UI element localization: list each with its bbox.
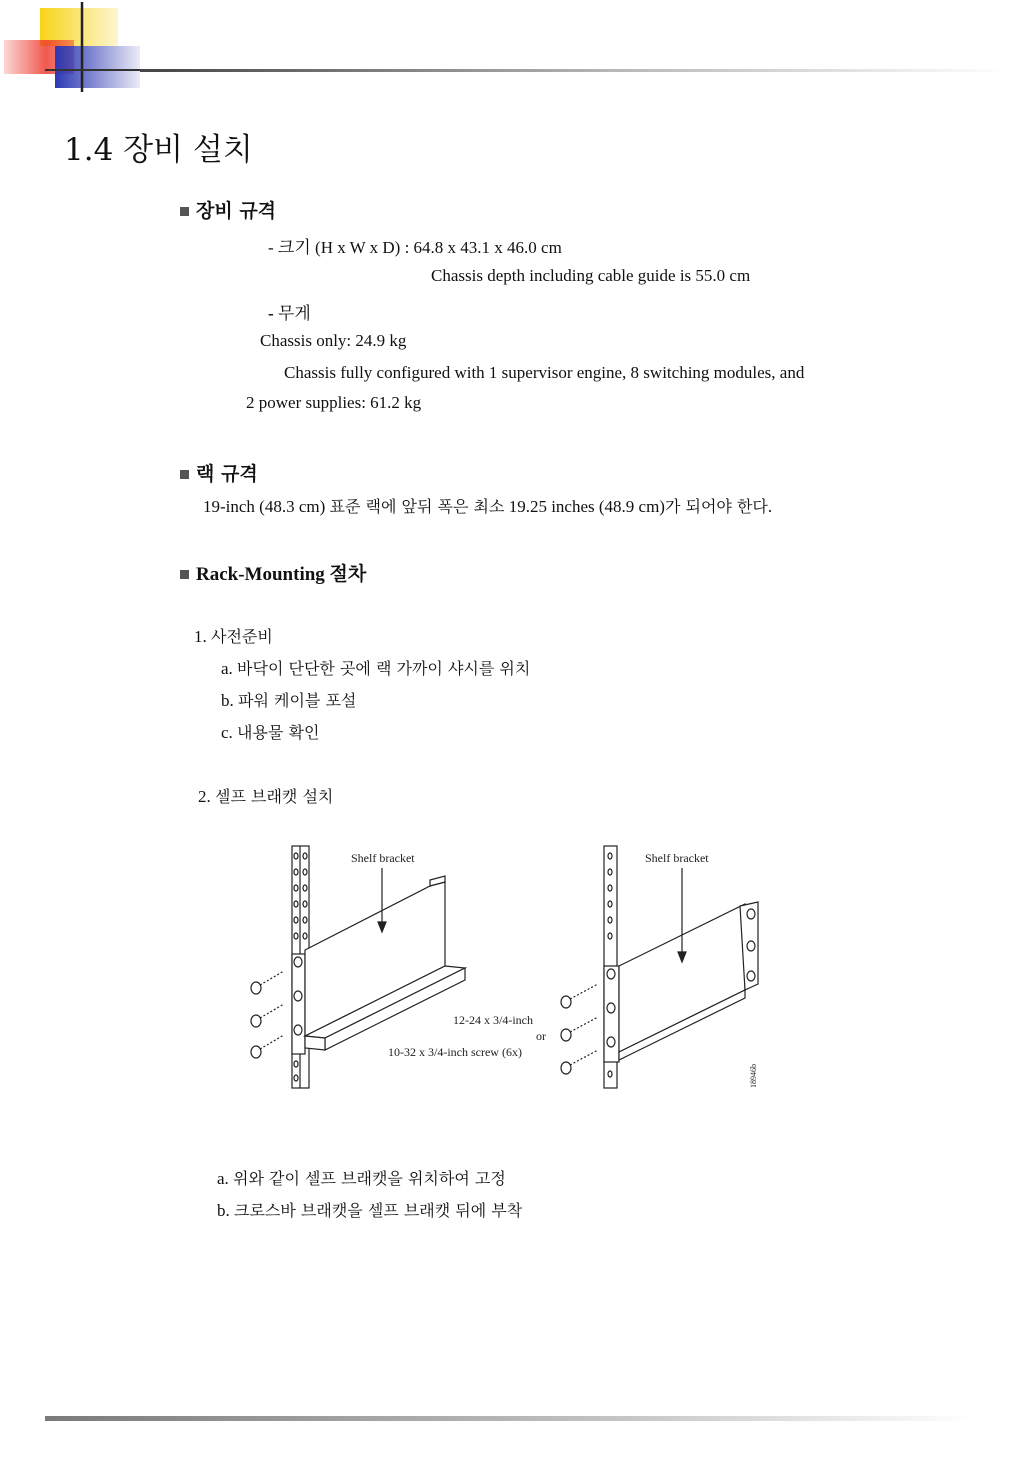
step2-item-a: a. 위와 같이 셀프 브래캣을 위치하여 고정	[217, 1169, 506, 1188]
step1-title: 1. 사전준비	[194, 627, 273, 646]
page-title: 1.4 장비 설치	[64, 132, 253, 168]
spec-weight: - 무게	[268, 304, 311, 324]
step2-title: 2. 셀프 브래캣 설치	[198, 787, 334, 806]
footer-rule	[45, 1416, 975, 1421]
step2-item-b: b. 크로스바 브래캣을 셀프 브래캣 뒤에 부착	[217, 1201, 523, 1220]
step1-item-c: c. 내용물 확인	[221, 723, 320, 742]
bullet-square	[180, 207, 189, 216]
spec-size: - 크기 (H x W x D) : 64.8 x 43.1 x 46.0 cm	[268, 238, 562, 258]
rack-requirement: 19-inch (48.3 cm) 표준 랙에 앞뒤 폭은 최소 19.25 inches (48.9 cm)가 되어야 한다.	[203, 497, 773, 516]
bullet-square	[180, 570, 189, 579]
figure-screw-spec-1: 12-24 x 3/4-inch	[453, 1013, 533, 1027]
step1-item-a: a. 바닥이 단단한 곳에 랙 가까이 샤시를 위치	[221, 659, 531, 678]
figure-id: 18946b	[749, 1064, 758, 1088]
figure-screw-or: or	[536, 1029, 546, 1043]
header-logo	[0, 0, 150, 95]
spec-depth-note: Chassis depth including cable guide is 55.0 cm	[431, 266, 751, 285]
spec-chassis-only: Chassis only: 24.9 kg	[260, 331, 407, 350]
figure-label-right: Shelf bracket	[645, 851, 709, 865]
section-heading-mounting: Rack-Mounting 절차	[180, 559, 366, 586]
figure-screw-spec-2: 10-32 x 3/4-inch screw (6x)	[388, 1045, 522, 1059]
header-rule	[140, 69, 1010, 72]
section-heading-specs: 장비 규격	[180, 196, 276, 223]
shelf-bracket-figure	[240, 838, 770, 1098]
figure-label-left: Shelf bracket	[351, 851, 415, 865]
step1-item-b: b. 파워 케이블 포설	[221, 691, 357, 710]
bullet-square	[180, 470, 189, 479]
spec-full-config-line2: 2 power supplies: 61.2 kg	[246, 393, 422, 412]
section-heading-rack: 랙 규격	[180, 459, 258, 486]
spec-full-config-line1: Chassis fully configured with 1 supervisor engine, 8 switching modules, and	[284, 363, 805, 382]
